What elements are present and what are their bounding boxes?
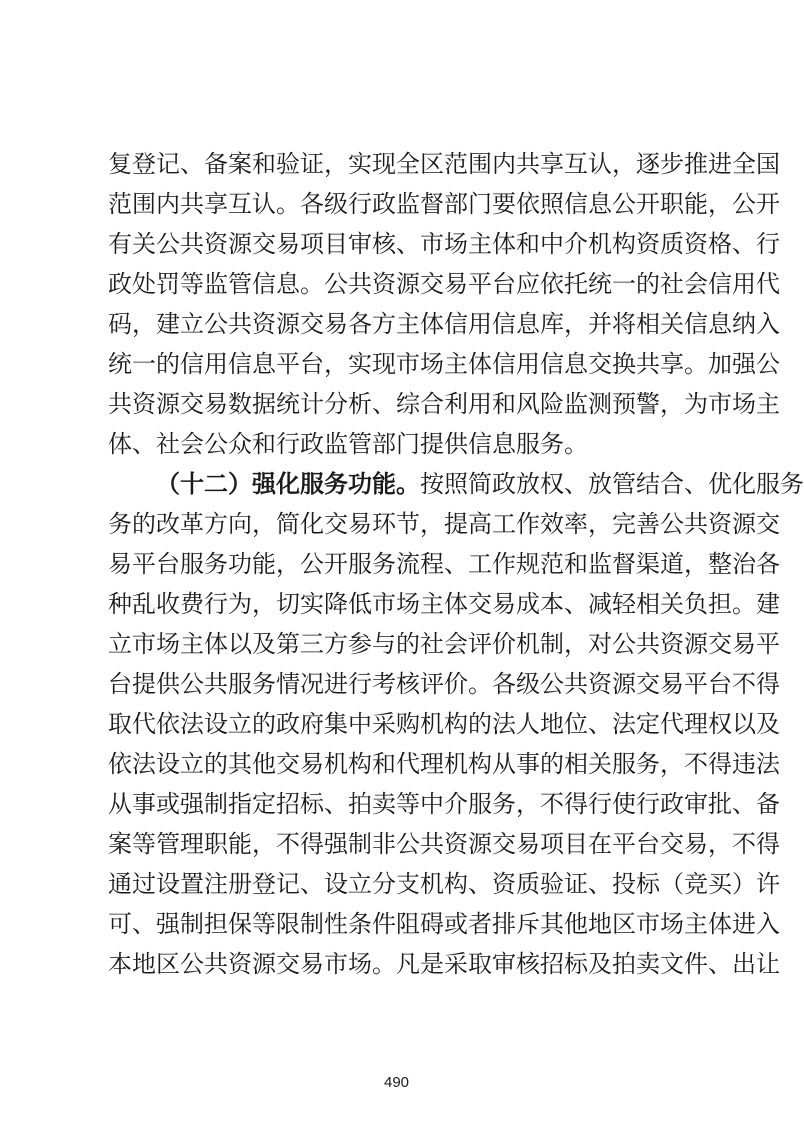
paragraph-line: 范围内共享互认。各级行政监督部门要依照信息公开职能，公开 — [108, 190, 780, 218]
section-heading: （十二）强化服务功能。 — [156, 470, 420, 498]
paragraph-line: 政处罚等监管信息。公共资源交易平台应依托统一的社会信用代 — [108, 270, 780, 298]
paragraph-line: 种乱收费行为，切实降低市场主体交易成本、减轻相关负担。建 — [108, 590, 780, 618]
paragraph-line: 从事或强制指定招标、拍卖等中介服务，不得行使行政审批、备 — [108, 790, 780, 818]
paragraph-line: 台提供公共服务情况进行考核评价。各级公共资源交易平台不得 — [108, 670, 780, 698]
paragraph-line: 易平台服务功能，公开服务流程、工作规范和监督渠道，整治各 — [108, 550, 780, 578]
paragraph-line: 码，建立公共资源交易各方主体信用信息库，并将相关信息纳入 — [108, 310, 780, 338]
section-heading-line — [156, 464, 804, 504]
paragraph-line: 共资源交易数据统计分析、综合利用和风险监测预警，为市场主 — [108, 390, 780, 418]
paragraph-line: 通过设置注册登记、设立分支机构、资质验证、投标（竞买）许 — [108, 870, 780, 898]
paragraph-line: 案等管理职能，不得强制非公共资源交易项目在平台交易，不得 — [108, 830, 780, 858]
paragraph-line: 立市场主体以及第三方参与的社会评价机制，对公共资源交易平 — [108, 630, 780, 658]
paragraph-text: 按照简政放权、放管结合、优化服务 — [420, 470, 804, 498]
paragraph-line: 体、社会公众和行政监管部门提供信息服务。 — [108, 430, 588, 458]
paragraph-line: 依法设立的其他交易机构和代理机构从事的相关服务，不得违法 — [108, 750, 780, 778]
page-number: 490 — [383, 1074, 410, 1091]
paragraph-line: 本地区公共资源交易市场。凡是采取审核招标及拍卖文件、出让 — [108, 950, 780, 978]
paragraph-line: 有关公共资源交易项目审核、市场主体和中介机构资质资格、行 — [108, 230, 780, 258]
paragraph-line: 务的改革方向，简化交易环节，提高工作效率，完善公共资源交 — [108, 510, 780, 538]
paragraph-line: 统一的信用信息平台，实现市场主体信用信息交换共享。加强公 — [108, 350, 780, 378]
paragraph-line: 复登记、备案和验证，实现全区范围内共享互认，逐步推进全国 — [108, 150, 780, 178]
paragraph-line: 取代依法设立的政府集中采购机构的法人地位、法定代理权以及 — [108, 710, 780, 738]
paragraph-line: 可、强制担保等限制性条件阻碍或者排斥其他地区市场主体进入 — [108, 910, 780, 938]
